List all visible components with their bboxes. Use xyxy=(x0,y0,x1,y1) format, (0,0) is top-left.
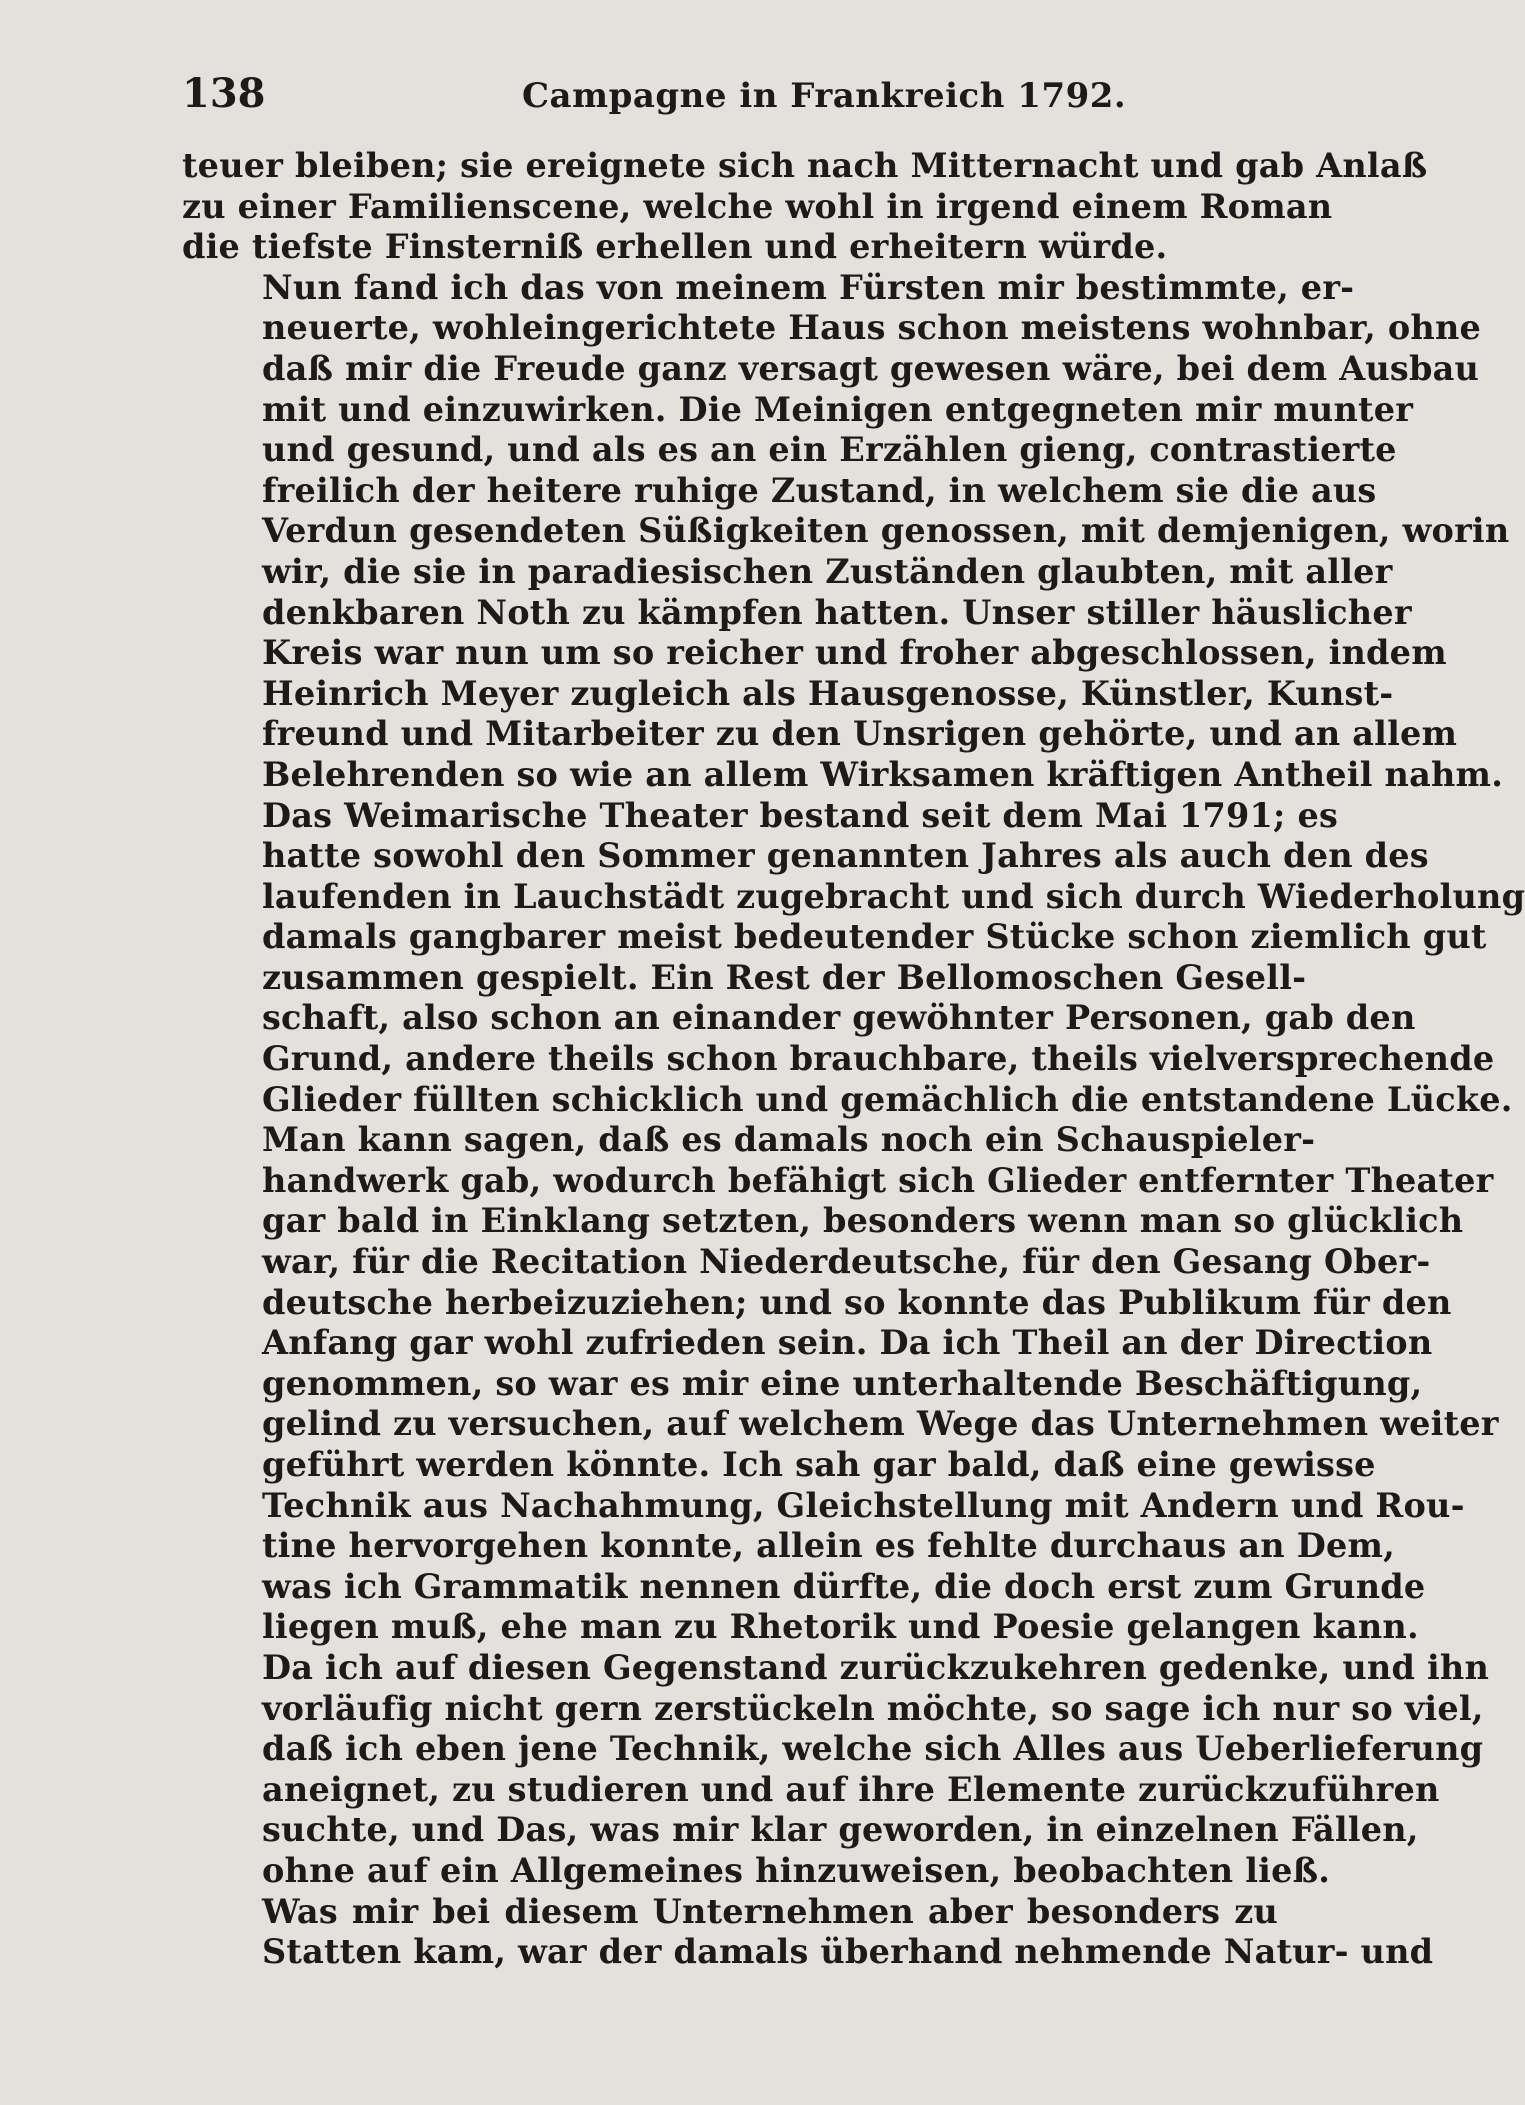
text-line: was ich Grammatik nennen dürfte, die doch erst zum Grunde xyxy=(262,1566,1426,1606)
text-line: zusammen gespielt. Ein Rest der Bellomoschen Gesell- xyxy=(262,957,1307,997)
text-line: deutsche herbeizuziehen; und so konnte das Publikum für den xyxy=(262,1282,1452,1322)
text-line: tine hervorgehen konnte, allein es fehlte durchaus an Dem, xyxy=(262,1526,1395,1566)
text-line: damals gangbarer meist bedeutender Stücke schon ziemlich gut xyxy=(262,917,1487,957)
text-line: denkbaren Noth zu kämpfen hatten. Unser stiller häuslicher xyxy=(262,592,1412,632)
text-line: handwerk gab, wodurch befähigt sich Glieder entfernter Theater xyxy=(262,1160,1494,1200)
text-line: wir, die sie in paradiesischen Zuständen glaubten, mit aller xyxy=(262,551,1393,591)
paragraph xyxy=(182,1891,1434,1973)
text-line: Verdun gesendeten Süßigkeiten genossen, mit demjenigen, worin xyxy=(262,511,1510,551)
text-line: suchte, und Das, was mir klar geworden, in einzelnen Fällen, xyxy=(262,1810,1419,1850)
text-line: genommen, so war es mir eine unterhaltende Beschäftigung, xyxy=(262,1363,1423,1403)
text-line: freilich der heitere ruhige Zustand, in welchem sie die aus xyxy=(262,470,1377,510)
text-line: gar bald in Einklang setzten, besonders wenn man so glücklich xyxy=(262,1201,1464,1241)
text-line: laufenden in Lauchstädt zugebracht und sich durch Wiederholung xyxy=(262,876,1525,916)
paragraph xyxy=(182,795,1525,1121)
paragraph xyxy=(182,146,1428,268)
text-line: daß ich eben jene Technik, welche sich Alles aus Ueberlieferung xyxy=(262,1729,1484,1769)
text-line: daß mir die Freude ganz versagt gewesen wäre, bei dem Ausbau xyxy=(262,348,1480,388)
page-number: 138 xyxy=(182,70,266,117)
text-line: Nun fand ich das von meinem Fürsten mir bestimmte, er- xyxy=(262,267,1355,307)
running-head xyxy=(182,70,1278,122)
text-line: mit und einzuwirken. Die Meinigen entgegneten mir munter xyxy=(262,389,1414,429)
text-line: liegen muß, ehe man zu Rhetorik und Poesie gelangen kann. xyxy=(262,1607,1419,1647)
running-title: Campagne in Frankreich 1792. xyxy=(522,76,1127,116)
paragraph xyxy=(182,267,1510,796)
text-line: Glieder füllten schicklich und gemächlich die entstandene Lücke. xyxy=(262,1079,1513,1119)
text-line: Kreis war nun um so reicher und froher abgeschlossen, indem xyxy=(262,633,1447,673)
text-line: ohne auf ein Allgemeines hinzuweisen, beobachten ließ. xyxy=(262,1850,1331,1890)
text-line: hatte sowohl den Sommer genannten Jahres als auch den des xyxy=(262,836,1429,876)
text-line: zu einer Familienscene, welche wohl in irgend einem Roman xyxy=(182,186,1333,226)
text-line: und gesund, und als es an ein Erzählen gieng, contrastierte xyxy=(262,430,1397,470)
text-line: Was mir bei diesem Unternehmen aber besonders zu xyxy=(262,1891,1278,1931)
text-line: gelind zu versuchen, auf welchem Wege das Unternehmen weiter xyxy=(262,1404,1499,1444)
text-line: Statten kam, war der damals überhand nehmende Natur- und xyxy=(262,1932,1434,1972)
text-line: Heinrich Meyer zugleich als Hausgenosse, Künstler, Kunst- xyxy=(262,673,1394,713)
text-line: schaft, also schon an einander gewöhnter Personen, gab den xyxy=(262,998,1416,1038)
text-line: teuer bleiben; sie ereignete sich nach Mitternacht und gab Anlaß xyxy=(182,146,1428,185)
text-line: war, für die Recitation Niederdeutsche, für den Gesang Ober- xyxy=(262,1242,1431,1282)
paragraph xyxy=(182,1120,1499,1891)
body-text xyxy=(182,146,1525,1973)
text-line: freund und Mitarbeiter zu den Unsrigen gehörte, und an allem xyxy=(262,714,1458,754)
text-line: neuerte, wohleingerichtete Haus schon meistens wohnbar, ohne xyxy=(262,308,1482,348)
text-line: die tiefste Finsterniß erhellen und erheitern würde. xyxy=(182,227,1168,267)
text-line: Technik aus Nachahmung, Gleichstellung mit Andern und Rou- xyxy=(262,1485,1465,1525)
text-line: aneignet, zu studieren und auf ihre Elemente zurückzuführen xyxy=(262,1769,1440,1809)
text-line: geführt werden könnte. Ich sah gar bald, daß eine gewisse xyxy=(262,1445,1376,1484)
text-line: Das Weimarische Theater bestand seit dem Mai 1791; es xyxy=(262,795,1339,835)
text-line: Anfang gar wohl zufrieden sein. Da ich Theil an der Direction xyxy=(262,1323,1433,1363)
text-line: Man kann sagen, daß es damals noch ein Schauspieler- xyxy=(262,1120,1316,1160)
text-line: Grund, andere theils schon brauchbare, theils vielversprechende xyxy=(262,1039,1495,1079)
text-line: Da ich auf diesen Gegenstand zurückzukehren gedenke, und ihn xyxy=(262,1647,1490,1687)
text-line: Belehrenden so wie an allem Wirksamen kräftigen Antheil nahm. xyxy=(262,754,1504,794)
text-line: vorläufig nicht gern zerstückeln möchte, so sage ich nur so viel, xyxy=(262,1688,1484,1728)
